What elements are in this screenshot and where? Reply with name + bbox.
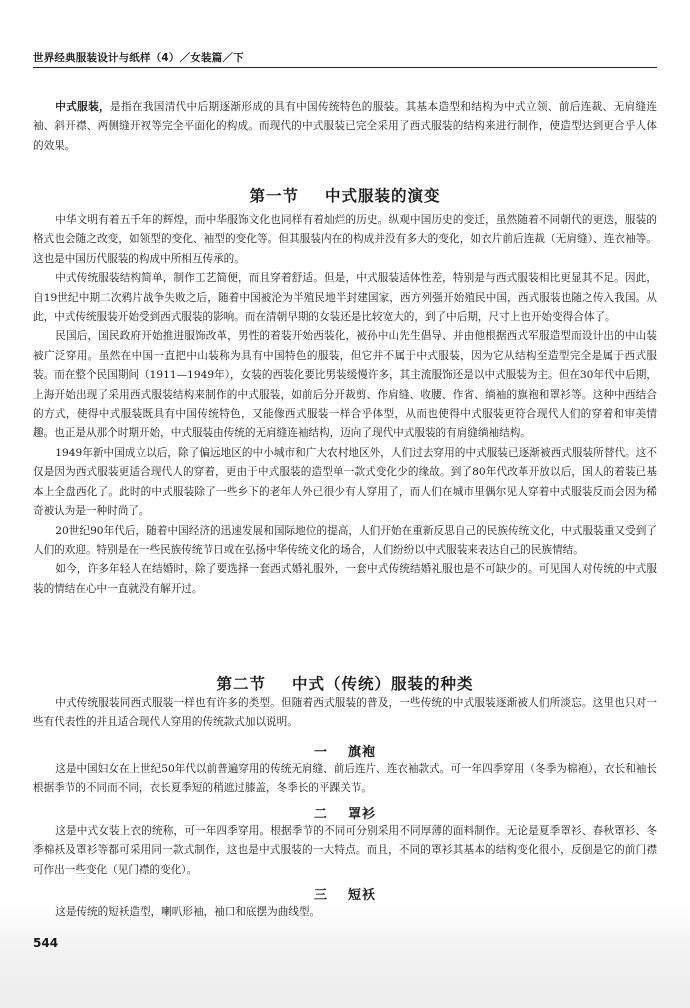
section-1-paragraph: 20世纪90年代后，随着中国经济的迅速发展和国际地位的提高，人们开始在重新反思自己的民族传统文化，中式服装重又受到了人们的欢迎。特别是在一些民族传统节日或在弘扬中华传统文化的场合，人们纷纷以中式服装来表达自己的民族情结。	[33, 524, 657, 556]
intro-text: 是指在我国清代中后期逐渐形成的具有中国传统特色的服装。其基本造型和结构为中式立领、前后连裁、无肩缝连袖、斜开襟、两侧缝开衩等完全平面化的构成。而现代的中式服装已完全采用了西式服装的结构来进行制作，使造型达到更合乎人体的效果。	[33, 101, 658, 152]
section-1-paragraph: 中华文明有着五千年的辉煌，而中华服饰文化也同样有着灿烂的历史。纵观中国历史的变迁，虽然随着不同朝代的更迭，服装的格式也会随之改变，如领型的变化、袖型的变化等。但其服装内在的构成并没有多大的变化，如衣片前后连裁（无肩缝）、连衣袖等。这也是中国历代服装的构成中所相互传承的。	[33, 214, 657, 265]
section-1-paragraph: 民国后，国民政府开始推进服饰改革，男性的着装开始西装化，被孙中山先生倡导、并由他根据西式军服造型而设计出的中山装被广泛穿用。虽然在中国一直把中山装称为具有中国特色的服装，但它并不属于中式服装，因为它从结构至造型完全是属于西式服装。而在整个民国期间（1911—1949年），女装的西装化要比男装缓慢许多，其主流服饰还是以中式服装为主。但在30年代中后期，上海开始出现了采用西式服装结构来制作的中式服装，如前后分开裁剪、作肩缝、收腰、作省、绱袖的旗袍和罩衫等。这种中西结合的方式，使得中式服装既具有中国传统特色，又能像西式服装一样合乎体型，从而也使得中式服装更符合现代人们的穿着和审美情趣。也正是从那个时期开始，中式服装由传统的无肩缝连袖结构，迈向了现代中式服装的有肩缝绱袖结构。	[33, 330, 657, 440]
running-header: 世界经典服装设计与纸样（4）／女装篇／下	[33, 52, 244, 64]
subsection-title: 短袄	[348, 888, 377, 903]
intro-paragraph	[33, 98, 657, 156]
section-1-body	[33, 211, 657, 599]
subsection-zhaoshan-heading	[33, 803, 657, 822]
subsection-number: 三	[313, 888, 328, 903]
subsection-title: 罩衫	[348, 807, 377, 822]
page-number: 544	[33, 936, 59, 950]
subsection-text: 这是中式女装上衣的统称，可一年四季穿用。根据季节的不同可分别采用不同厚薄的面料制作。无论是夏季罩衫、春秋罩衫、冬季棉袄及罩衫等都可采用同一款式制作，这也是中式服装的一大特点。而且，不同的罩衫其基本的结构变化很小，反倒是它的前门襟可作出一些变化（见门襟的变化）。	[33, 825, 657, 876]
subsection-zhaoshan-body	[33, 822, 657, 880]
section-1-title: 中式服装的演变	[325, 187, 441, 205]
subsection-number: 一	[313, 745, 328, 760]
subsection-number: 二	[313, 807, 328, 822]
section-2-number: 第二节	[216, 675, 266, 693]
section-1-heading	[33, 184, 657, 206]
subsection-text: 这是中国妇女在上世纪50年代以前普遍穿用的传统无肩缝、前后连片、连衣袖款式。可一年四季穿用（冬季为棉袍），衣长和袖长根据季节的不同而不同，衣长夏季短的稍遮过膝盖，冬季长的平踝关节。	[33, 763, 657, 795]
section-1-number: 第一节	[249, 187, 299, 205]
subsection-qipao-heading	[33, 741, 657, 760]
section-2-intro-text: 中式传统服装同西式服装一样也有许多的类型。但随着西式服装的普及，一些传统的中式服装逐渐被人们所淡忘。这里也只对一些有代表性的并且适合现代人穿用的传统款式加以说明。	[33, 697, 657, 729]
intro-lead: 中式服装，	[55, 101, 110, 113]
section-2-title: 中式（传统）服装的种类	[292, 675, 474, 693]
subsection-duanao-heading	[33, 884, 657, 903]
header-rule	[33, 67, 657, 68]
section-1-paragraph: 1949年新中国成立以后，除了偏远地区的中小城市和广大农村地区外，人们过去穿用的中式服装已逐渐被西式服装所替代。这不仅是因为西式服装更适合现代人的穿着，更由于中式服装的造型单一款式变化少的缘故。到了80年代改革开放以后，国人的着装已基本上全盘西化了。此时的中式服装除了一些乡下的老年人外已很少有人穿用了，而人们在城市里偶尔见人穿着中式服装反而会因为稀奇被认为是一种时尚了。	[33, 446, 657, 518]
subsection-text: 这是传统的短袄造型，喇叭形袖，袖口和底摆为曲线型。	[55, 906, 321, 918]
section-1-paragraph: 如今，许多年轻人在结婚时，除了要选择一套西式婚礼服外，一套中式传统结婚礼服也是不可缺少的。可见国人对传统的中式服装的情结在心中一直就没有解开过。	[33, 563, 657, 595]
section-1-paragraph: 中式传统服装结构简单，制作工艺简便，而且穿着舒适。但是，中式服装适体性差，特别是与西式服装相比更显其不足。因此，自19世纪中期二次鸦片战争失败之后，随着中国被沦为半殖民地半封建国家，西方列强开始殖民中国，西式服装也随之传入我国。从此，中式传统服装开始受到西式服装的影响。而在清朝早期的女装还是比较宽大的，到了中后期，尺寸上也开始变得合体了。	[33, 272, 657, 324]
subsection-qipao-body	[33, 760, 657, 799]
section-2-heading	[33, 672, 657, 694]
subsection-duanao-body	[33, 903, 657, 922]
subsection-title: 旗袍	[348, 745, 377, 760]
section-2-intro	[33, 694, 657, 733]
